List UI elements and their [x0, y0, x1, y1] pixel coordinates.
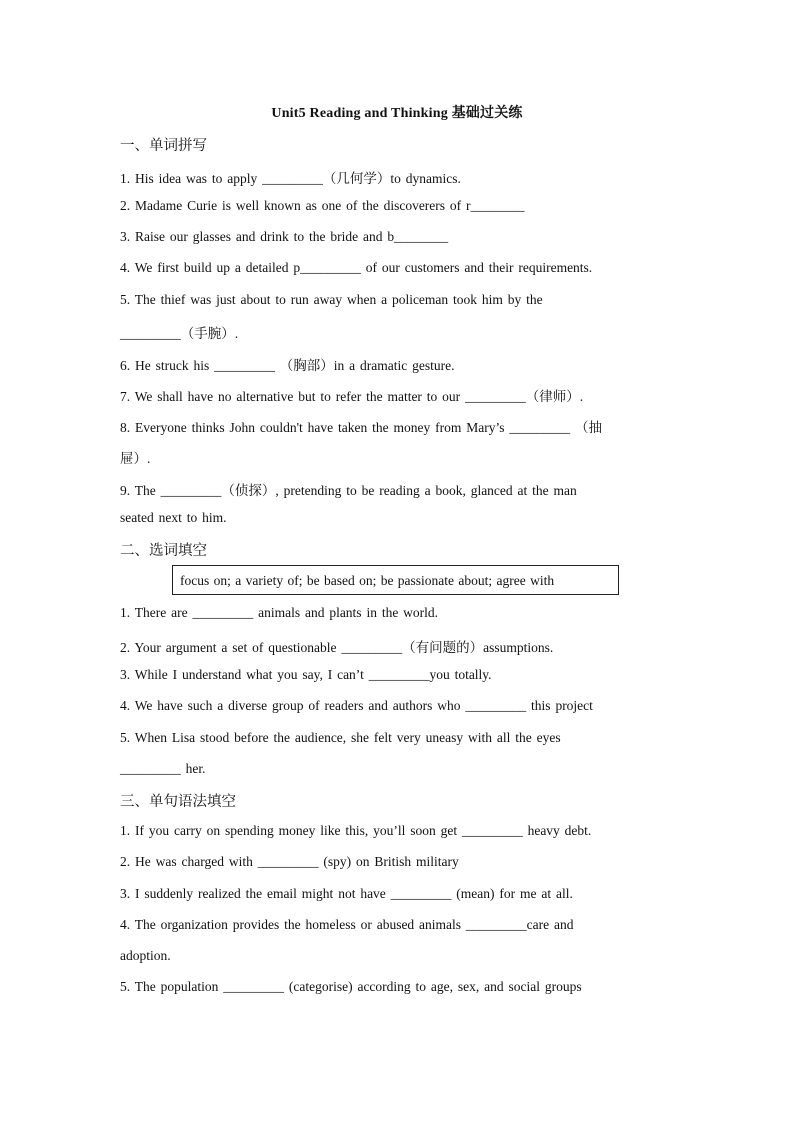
phrase-item-3: 3. While I understand what you say, I can’t _________you totally.	[120, 667, 492, 682]
grammar-item-1: 1. If you carry on spending money like this, you’ll soon get _________ heavy debt.	[120, 823, 592, 838]
spelling-item-6: 6. He struck his _________ （胸部）in a dramatic gesture.	[120, 358, 455, 373]
grammar-item-2: 2. He was charged with _________ (spy) on British military	[120, 854, 459, 869]
grammar-item-4-line2: adoption.	[120, 948, 171, 963]
spelling-item-5-line1: 5. The thief was just about to run away when a policeman took him by the	[120, 292, 543, 307]
section-heading-grammar-fill: 三、单句语法填空	[120, 794, 236, 810]
grammar-item-4-line1: 4. The organization provides the homeless or abused animals _________care and	[120, 917, 574, 932]
spelling-item-8-line2: 屉）.	[120, 451, 151, 466]
phrase-item-5-line1: 5. When Lisa stood before the audience, she felt very uneasy with all the eyes	[120, 730, 561, 745]
spelling-item-2: 2. Madame Curie is well known as one of the discoverers of r________	[120, 198, 525, 213]
section-heading-spelling: 一、单词拼写	[120, 138, 207, 154]
spelling-item-9-line2: seated next to him.	[120, 510, 227, 525]
phrase-item-1: 1. There are _________ animals and plants in the world.	[120, 605, 439, 620]
grammar-item-5: 5. The population _________ (categorise) according to age, sex, and social groups	[120, 979, 582, 994]
spelling-item-4: 4. We first build up a detailed p_________ of our customers and their requirements.	[120, 260, 593, 275]
spelling-item-8-line1: 8. Everyone thinks John couldn't have taken the money from Mary’s _________ （抽	[120, 420, 602, 435]
phrase-item-2: 2. Your argument a set of questionable _________（有问题的）assumptions.	[120, 640, 554, 655]
word-bank-box: focus on; a variety of; be based on; be passionate about; agree with	[172, 565, 619, 595]
page-title: Unit5 Reading and Thinking 基础过关练	[271, 106, 523, 121]
grammar-item-3: 3. I suddenly realized the email might not have _________ (mean) for me at all.	[120, 886, 573, 901]
spelling-item-3: 3. Raise our glasses and drink to the bride and b________	[120, 229, 449, 244]
phrase-item-5-line2: _________ her.	[120, 761, 206, 776]
phrase-item-4: 4. We have such a diverse group of readers and authors who _________ this project	[120, 698, 593, 713]
section-heading-phrase-fill: 二、选词填空	[120, 543, 207, 559]
spelling-item-9-line1: 9. The _________（侦探）, pretending to be reading a book, glanced at the man	[120, 483, 577, 498]
spelling-item-1: 1. His idea was to apply _________（几何学）to dynamics.	[120, 171, 461, 186]
spelling-item-7: 7. We shall have no alternative but to refer the matter to our _________（律师）.	[120, 389, 584, 404]
spelling-item-5-line2: _________（手腕）.	[120, 326, 239, 341]
